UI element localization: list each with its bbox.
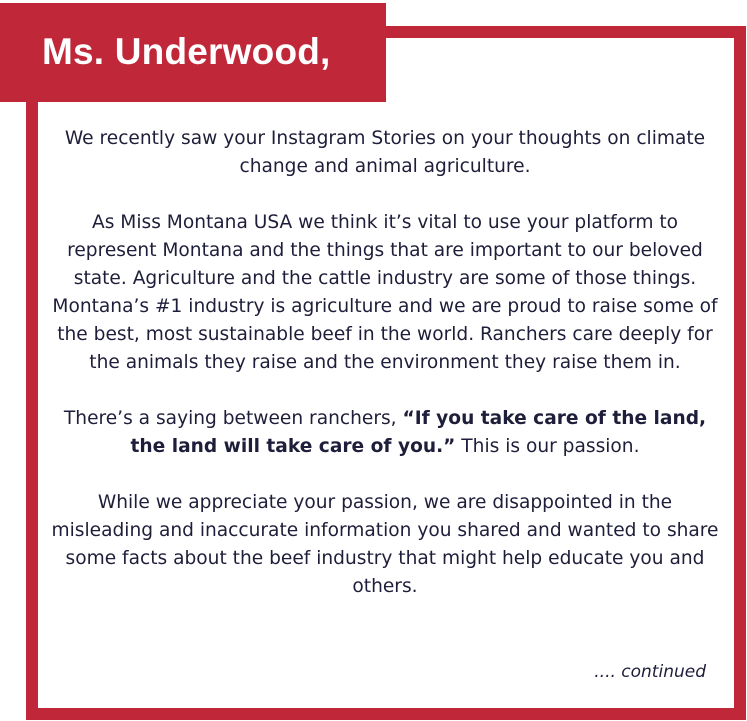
saying-lead: There’s a saying between ranchers,	[63, 408, 403, 429]
paragraph-intro: We recently saw your Instagram Stories on your thoughts on climate change and animal agriculture.	[64, 128, 706, 177]
salutation-banner	[0, 3, 386, 102]
letter-body	[50, 125, 720, 629]
paragraph-saying	[50, 405, 720, 461]
continued-note: .... continued	[594, 662, 706, 682]
paragraph-montana: As Miss Montana USA we think it’s vital to use your platform to represent Montana and the things that are important to our beloved state. Agriculture and the cattle industry are some of those things. Montana’s #1 industry is agriculture and we are proud to raise some of the best, most sustainable beef in the world. Ranchers care deeply for the animals they raise and the environment they raise them in.	[52, 212, 718, 373]
salutation-heading: Ms. Underwood,	[42, 31, 331, 72]
rancher-quote: “If you take care of the land, the land will take care of you.”	[130, 408, 707, 457]
saying-tail: This is our passion.	[455, 436, 640, 457]
paragraph-concern: While we appreciate your passion, we are disappointed in the misleading and inaccurate information you shared and wanted to share some facts about the beef industry that might help educate you and others.	[51, 492, 719, 597]
